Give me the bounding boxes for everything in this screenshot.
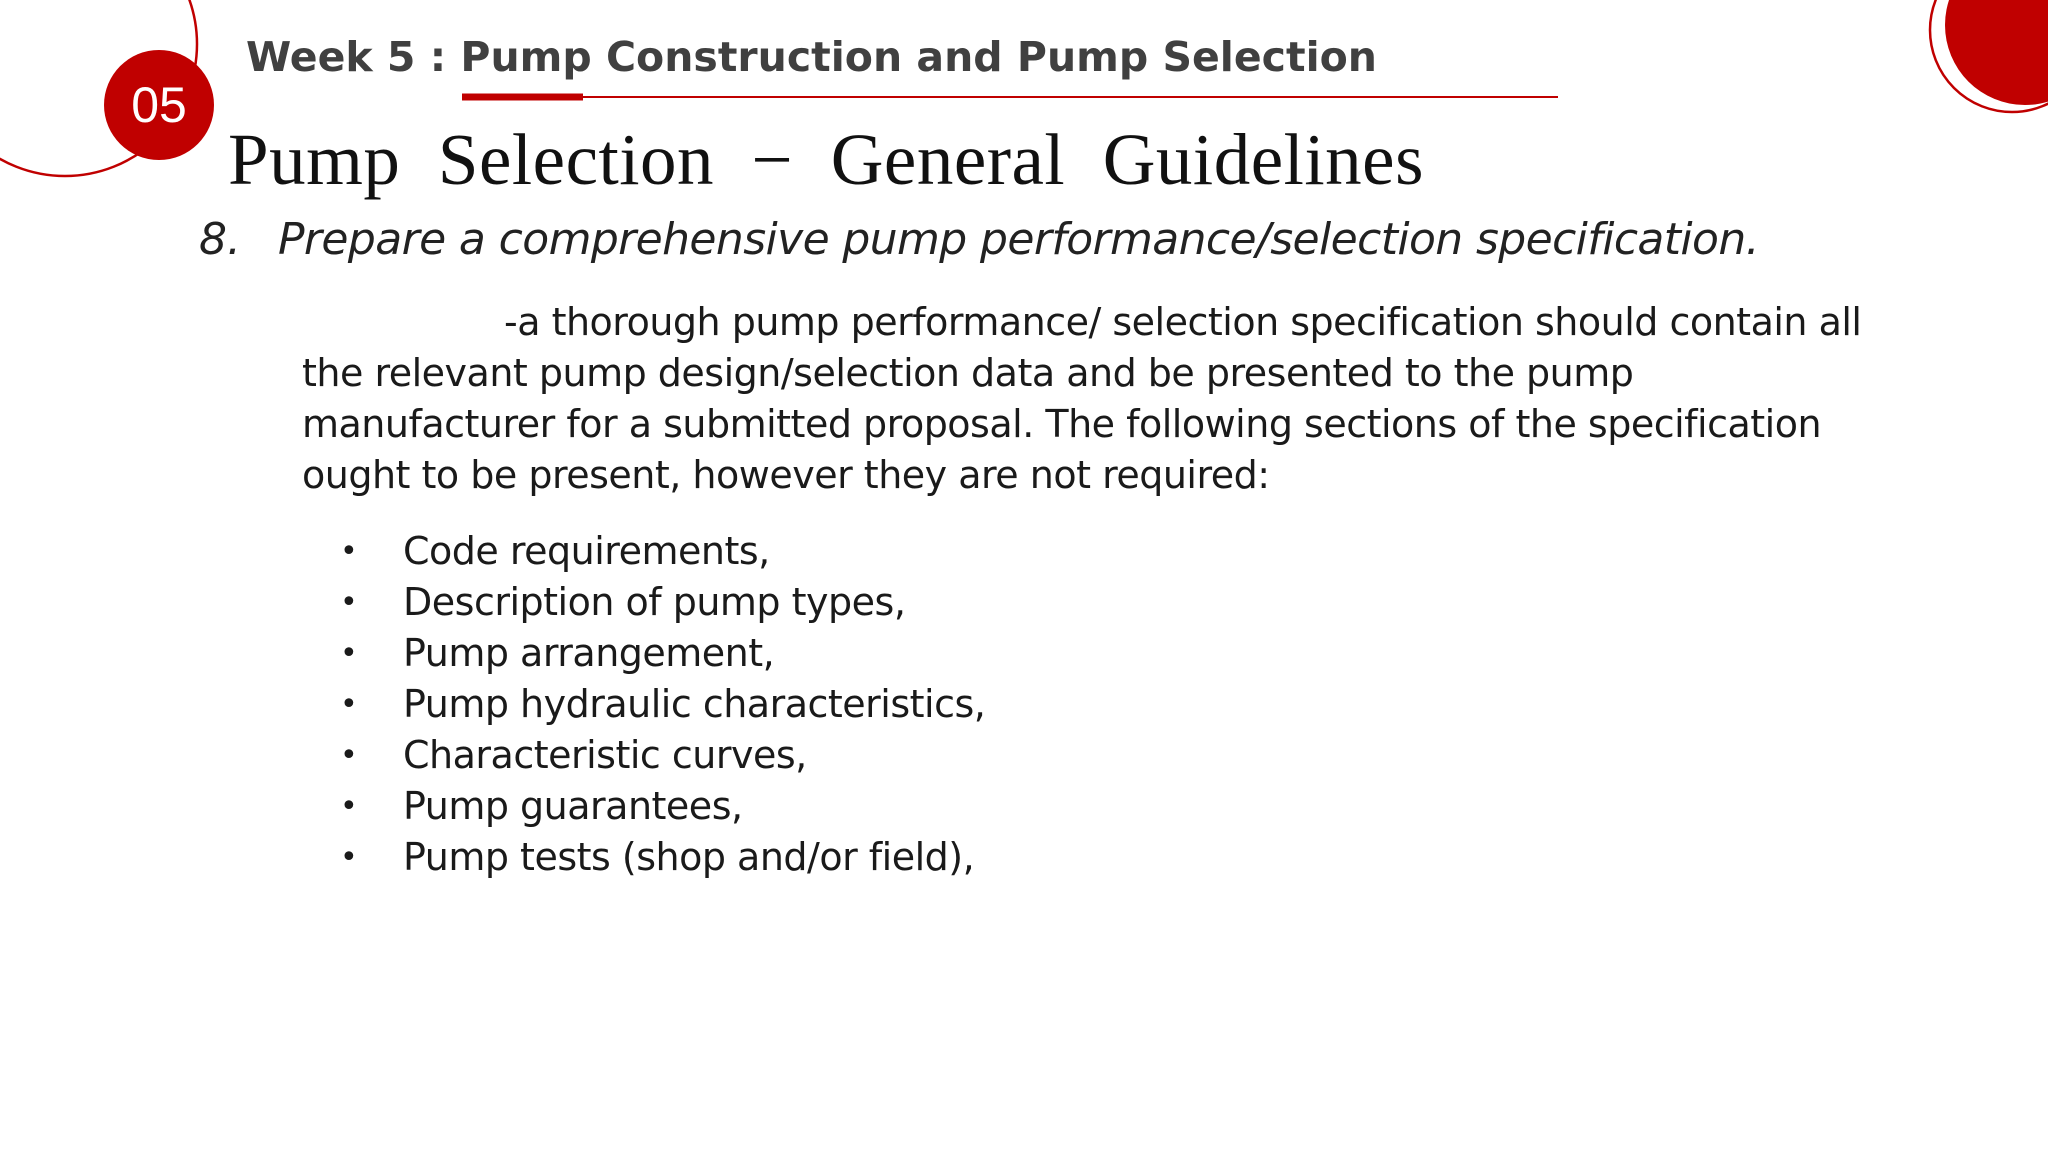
paragraph-line: the relevant pump design/selection data and be presented to the pump	[302, 351, 1634, 395]
bullet-icon: •	[340, 585, 358, 620]
paragraph-line: ought to be present, however they are not required:	[302, 453, 1270, 497]
list-item-text: Pump arrangement,	[403, 631, 775, 675]
list-item-text: Characteristic curves,	[403, 733, 807, 777]
bullet-icon: •	[340, 636, 358, 671]
list-item-text: Pump hydraulic characteristics,	[403, 682, 986, 726]
bullet-icon: •	[340, 534, 358, 569]
week-title: Week 5 : Pump Construction and Pump Selection	[246, 33, 1377, 81]
list-item	[330, 781, 985, 832]
bullet-icon: •	[340, 738, 358, 773]
list-item	[330, 832, 985, 883]
paragraph-line: manufacturer for a submitted proposal. The following sections of the specification	[302, 402, 1822, 446]
week-badge-number: 05	[131, 77, 187, 133]
list-item	[330, 577, 985, 628]
description-paragraph	[302, 297, 2002, 501]
specification-sections-list	[330, 526, 985, 883]
bullet-icon: •	[340, 687, 358, 722]
list-item	[330, 628, 985, 679]
list-item-text: Pump guarantees,	[403, 784, 743, 828]
bullet-icon: •	[340, 840, 358, 875]
list-item-text: Pump tests (shop and/or field),	[403, 835, 975, 879]
list-item	[330, 679, 985, 730]
list-item-text: Code requirements,	[403, 529, 770, 573]
paragraph-line: -a thorough pump performance/ selection specification should contain all	[504, 300, 1862, 344]
step-number: 8.	[199, 214, 241, 265]
list-item	[330, 730, 985, 781]
bullet-icon: •	[340, 789, 358, 824]
list-item	[330, 526, 985, 577]
slide-title: Pump Selection − General Guidelines	[228, 119, 1424, 200]
list-item-text: Description of pump types,	[403, 580, 906, 624]
step-heading: Prepare a comprehensive pump performance/selection specification.	[278, 214, 1760, 265]
top-right-circle-decoration	[1945, 0, 2048, 105]
